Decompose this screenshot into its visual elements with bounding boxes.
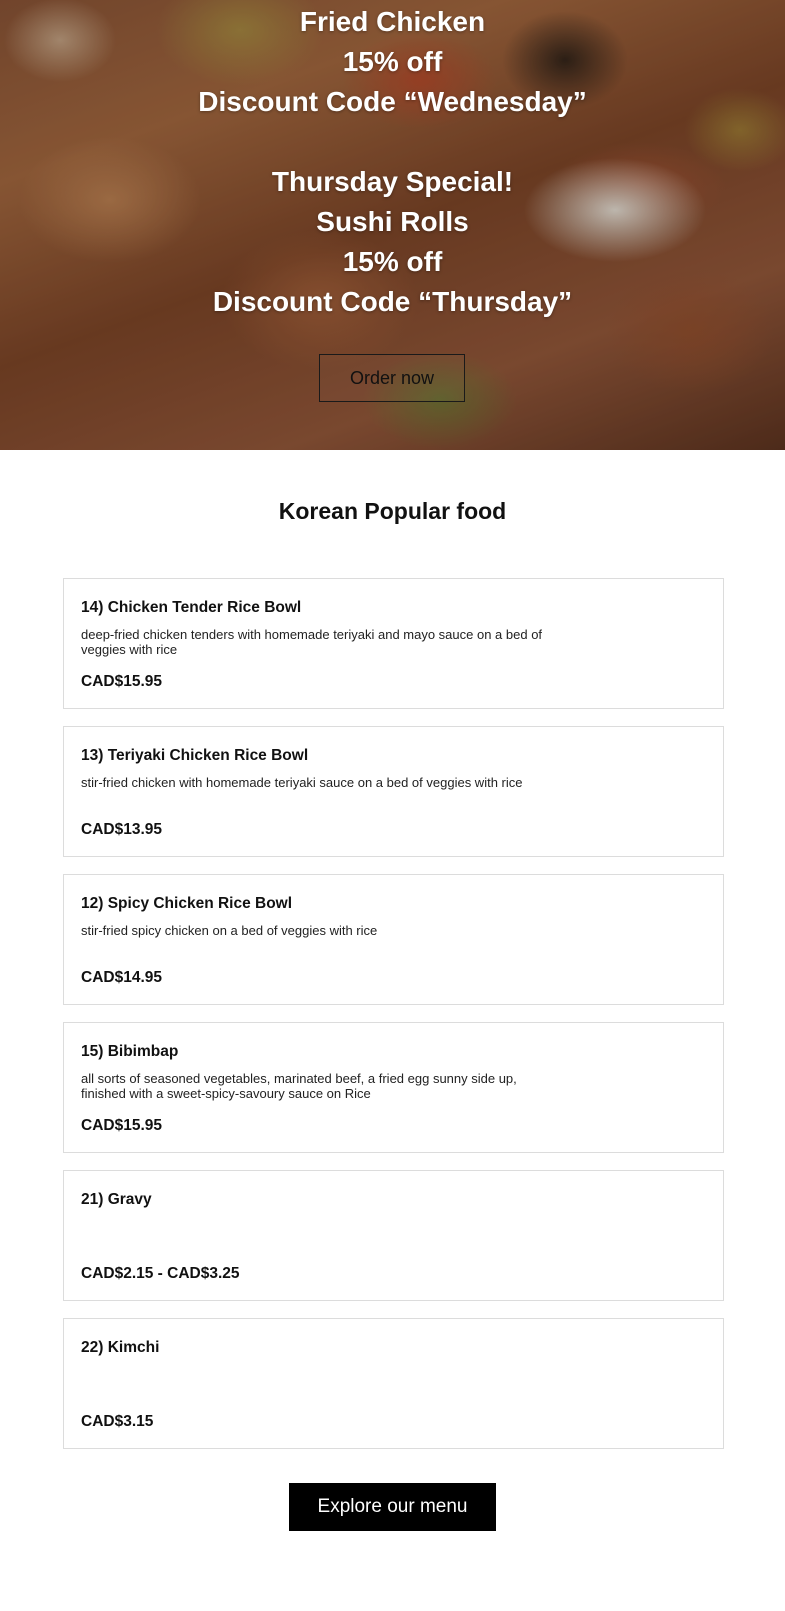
menu-item-description: stir-fried chicken with homemade teriyaki sauce on a bed of veggies with rice — [81, 775, 523, 790]
menu-item-price: CAD$15.95 — [81, 673, 162, 690]
promo-line: Thursday Special! — [271, 166, 514, 197]
explore-menu-button[interactable]: Explore our menu — [289, 1483, 496, 1531]
menu-item-title: 15) Bibimbap — [81, 1043, 179, 1060]
menu-item-price: CAD$3.15 — [81, 1413, 154, 1430]
promo-line: Discount Code “Thursday” — [212, 286, 573, 317]
menu-item-card[interactable] — [63, 1318, 724, 1449]
menu-item-card[interactable] — [63, 726, 724, 857]
promo-line: Discount Code “Wednesday” — [198, 86, 587, 117]
menu-item-title: 21) Gravy — [81, 1191, 152, 1208]
menu-item-title: 22) Kimchi — [81, 1339, 160, 1356]
menu-item-card[interactable] — [63, 578, 724, 709]
menu-item-description: deep-fried chicken tenders with homemade teriyaki and mayo sauce on a bed of veggies with rice — [81, 627, 543, 657]
promo-line: 15% off — [342, 46, 443, 77]
promo-line: Sushi Rolls — [316, 206, 469, 237]
menu-item-price: CAD$13.95 — [81, 821, 162, 838]
menu-item-description: stir-fried spicy chicken on a bed of veggies with rice — [81, 923, 378, 938]
hero-promo-text — [0, 2, 785, 322]
hero-banner — [0, 0, 785, 450]
menu-item-title: 12) Spicy Chicken Rice Bowl — [81, 895, 293, 912]
order-now-button[interactable]: Order now — [319, 354, 465, 402]
menu-item-description: all sorts of seasoned vegetables, marinated beef, a fried egg sunny side up, finished with a sweet-spicy-savoury sauce on Rice — [81, 1071, 517, 1101]
promo-line: Fried Chicken — [299, 6, 486, 37]
promo-line: 15% off — [342, 246, 443, 277]
menu-item-card[interactable] — [63, 874, 724, 1005]
menu-item-title: 14) Chicken Tender Rice Bowl — [81, 599, 302, 616]
menu-item-card[interactable] — [63, 1170, 724, 1301]
menu-item-price: CAD$14.95 — [81, 969, 162, 986]
section-title: Korean Popular food — [278, 498, 507, 524]
menu-item-title: 13) Teriyaki Chicken Rice Bowl — [81, 747, 309, 764]
promo-spacer — [0, 122, 785, 162]
menu-item-price: CAD$2.15 - CAD$3.25 — [81, 1265, 240, 1282]
menu-list — [63, 578, 724, 1466]
menu-item-price: CAD$15.95 — [81, 1117, 162, 1134]
menu-item-card[interactable] — [63, 1022, 724, 1153]
